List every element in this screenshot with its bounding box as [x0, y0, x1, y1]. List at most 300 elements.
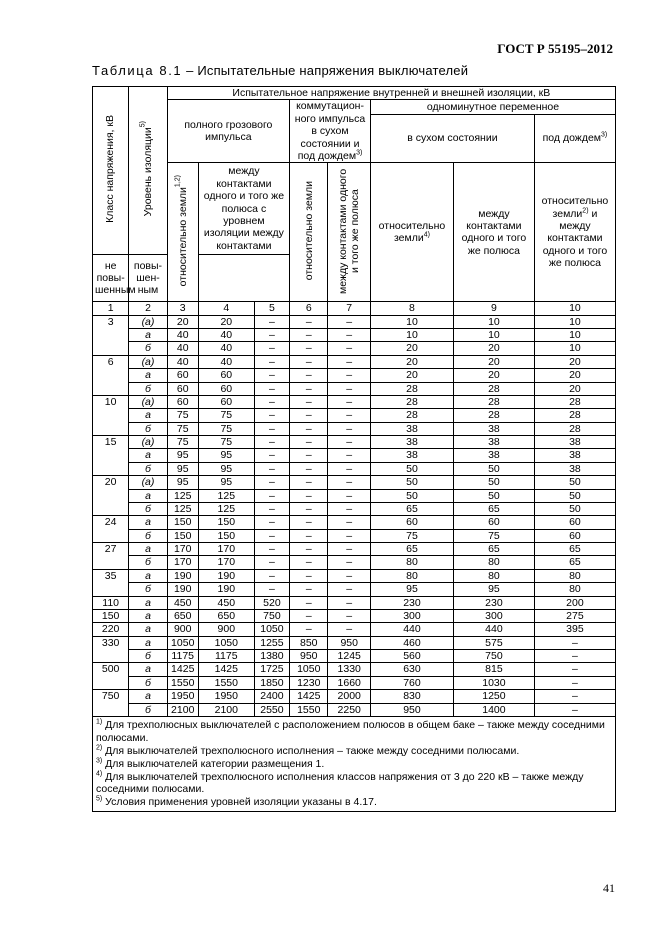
voltage-class-cell: 6 [93, 355, 129, 395]
footnote: $^{4)}$ Для выключателей трехполюсного исполнения классов напряжения от 3 до 220 кВ – также между соседними полюсами. [96, 770, 584, 796]
voltage-value-cell: 40 [198, 342, 254, 355]
voltage-value-cell: 28 [370, 382, 453, 395]
voltage-value-cell: – [290, 556, 328, 569]
column-number: 10 [534, 302, 615, 315]
voltage-value-cell: – [328, 355, 371, 368]
voltage-value-cell: 1950 [198, 690, 254, 703]
header-switching-to-earth: относительно земли [290, 163, 328, 302]
insulation-level-cell: (а) [129, 355, 167, 368]
table-caption-title: – Испытательные напряжения выключателей [186, 63, 469, 78]
voltage-value-cell: – [254, 502, 289, 515]
insulation-level-cell: б [129, 462, 167, 475]
voltage-value-cell: 520 [254, 596, 289, 609]
header-test-voltage-group: Испытательное напряжение внутренней и внешней изоляции, кВ [167, 87, 615, 100]
voltage-value-cell: 50 [453, 489, 534, 502]
insulation-level-cell: б [129, 676, 167, 689]
table-row [93, 583, 616, 596]
header-lightning-impulse: полного грозового импульса [167, 100, 289, 163]
insulation-level-cell: б [129, 342, 167, 355]
table-row [93, 462, 616, 475]
voltage-value-cell: – [534, 663, 615, 676]
voltage-value-cell: 50 [370, 462, 453, 475]
voltage-value-cell: 190 [167, 583, 198, 596]
voltage-value-cell: – [534, 650, 615, 663]
voltage-value-cell: 95 [167, 449, 198, 462]
voltage-value-cell: 60 [167, 369, 198, 382]
voltage-value-cell: 190 [167, 569, 198, 582]
insulation-level-cell: б [129, 703, 167, 716]
voltage-value-cell: 80 [370, 556, 453, 569]
insulation-level-cell: б [129, 556, 167, 569]
voltage-value-cell: 95 [167, 476, 198, 489]
insulation-level-cell: а [129, 623, 167, 636]
voltage-value-cell: 28 [534, 395, 615, 408]
insulation-level-cell: а [129, 409, 167, 422]
voltage-value-cell: 38 [370, 422, 453, 435]
column-number: 6 [290, 302, 328, 315]
voltage-value-cell: 1330 [328, 663, 371, 676]
voltage-value-cell: 60 [453, 516, 534, 529]
voltage-value-cell: – [254, 395, 289, 408]
voltage-value-cell: – [254, 583, 289, 596]
voltage-value-cell: 60 [167, 382, 198, 395]
voltage-value-cell: 230 [453, 596, 534, 609]
table-row [93, 436, 616, 449]
voltage-value-cell: – [328, 422, 371, 435]
voltage-value-cell: 50 [453, 462, 534, 475]
voltage-value-cell: 80 [534, 583, 615, 596]
voltage-value-cell: 80 [453, 556, 534, 569]
voltage-value-cell: – [328, 596, 371, 609]
voltage-value-cell: 1725 [254, 663, 289, 676]
header-under-rain: под дождем$^{3)}$ [534, 115, 615, 163]
insulation-level-cell: а [129, 449, 167, 462]
voltage-value-cell: 65 [534, 543, 615, 556]
voltage-value-cell: 230 [370, 596, 453, 609]
voltage-value-cell: 1175 [167, 650, 198, 663]
voltage-value-cell: – [254, 329, 289, 342]
voltage-value-cell: – [254, 382, 289, 395]
voltage-value-cell: 125 [198, 502, 254, 515]
voltage-value-cell: 50 [534, 502, 615, 515]
table-row [93, 690, 616, 703]
voltage-value-cell: 10 [370, 329, 453, 342]
voltage-value-cell: 950 [328, 636, 371, 649]
voltage-value-cell: 440 [370, 623, 453, 636]
voltage-value-cell: 170 [167, 543, 198, 556]
voltage-value-cell: – [290, 476, 328, 489]
standard-header: ГОСТ Р 55195–2012 [497, 41, 613, 56]
voltage-value-cell: – [254, 342, 289, 355]
voltage-value-cell: 1380 [254, 650, 289, 663]
voltage-value-cell: – [290, 395, 328, 408]
table-row [93, 342, 616, 355]
insulation-level-cell: а [129, 609, 167, 622]
voltage-value-cell: 1425 [167, 663, 198, 676]
voltage-value-cell: 20 [198, 315, 254, 328]
voltage-value-cell: 50 [534, 489, 615, 502]
voltage-value-cell: – [328, 409, 371, 422]
voltage-value-cell: 760 [370, 676, 453, 689]
voltage-value-cell: – [254, 529, 289, 542]
voltage-class-cell: 24 [93, 516, 129, 543]
voltage-value-cell: – [290, 355, 328, 368]
voltage-value-cell: 75 [167, 409, 198, 422]
voltage-value-cell: – [290, 529, 328, 542]
table-row [93, 636, 616, 649]
voltage-value-cell: – [328, 609, 371, 622]
voltage-value-cell: 75 [198, 436, 254, 449]
header-lightning-between-contacts: между контактами одного и того же полюса с уровнем изоляции между контактами [198, 163, 289, 255]
voltage-value-cell: – [254, 409, 289, 422]
voltage-value-cell: – [290, 409, 328, 422]
voltage-value-cell: – [534, 690, 615, 703]
insulation-level-cell: б [129, 529, 167, 542]
table-row [93, 676, 616, 689]
voltage-value-cell: – [254, 476, 289, 489]
insulation-level-cell: б [129, 502, 167, 515]
voltage-value-cell: 38 [453, 436, 534, 449]
voltage-value-cell: 20 [370, 355, 453, 368]
voltage-value-cell: – [254, 569, 289, 582]
voltage-value-cell: 750 [254, 609, 289, 622]
voltage-value-cell: 440 [453, 623, 534, 636]
table-row [93, 422, 616, 435]
voltage-value-cell: 1030 [453, 676, 534, 689]
insulation-level-cell: б [129, 422, 167, 435]
voltage-value-cell: 60 [370, 516, 453, 529]
voltage-class-cell: 20 [93, 476, 129, 516]
voltage-value-cell: 900 [198, 623, 254, 636]
voltage-value-cell: 1660 [328, 676, 371, 689]
voltage-value-cell: – [328, 583, 371, 596]
voltage-value-cell: 28 [370, 395, 453, 408]
voltage-value-cell: – [328, 395, 371, 408]
test-voltage-table [92, 86, 616, 812]
voltage-class-cell: 3 [93, 315, 129, 355]
table-caption [92, 63, 468, 78]
voltage-value-cell: 10 [453, 329, 534, 342]
voltage-value-cell: 150 [198, 529, 254, 542]
voltage-value-cell: 20 [370, 369, 453, 382]
voltage-value-cell: 10 [534, 329, 615, 342]
insulation-level-cell: а [129, 569, 167, 582]
voltage-value-cell: – [290, 543, 328, 556]
table-row [93, 409, 616, 422]
voltage-value-cell: 10 [534, 342, 615, 355]
voltage-value-cell: – [328, 516, 371, 529]
voltage-value-cell: – [254, 449, 289, 462]
table-row [93, 543, 616, 556]
insulation-level-cell: (а) [129, 315, 167, 328]
page-number: 41 [603, 881, 615, 895]
voltage-value-cell: – [290, 422, 328, 435]
voltage-value-cell: – [328, 489, 371, 502]
voltage-value-cell: 60 [534, 516, 615, 529]
voltage-class-cell: 750 [93, 690, 129, 717]
voltage-value-cell: – [290, 315, 328, 328]
voltage-value-cell: 80 [453, 569, 534, 582]
voltage-value-cell: – [290, 449, 328, 462]
voltage-value-cell: 2550 [254, 703, 289, 716]
voltage-value-cell: 38 [370, 449, 453, 462]
voltage-value-cell: 830 [370, 690, 453, 703]
voltage-value-cell: 38 [453, 422, 534, 435]
voltage-value-cell: 80 [534, 569, 615, 582]
voltage-value-cell: 28 [453, 409, 534, 422]
table-row [93, 609, 616, 622]
voltage-value-cell: – [328, 382, 371, 395]
voltage-value-cell: 20 [534, 382, 615, 395]
voltage-value-cell: 40 [167, 342, 198, 355]
insulation-level-cell: а [129, 489, 167, 502]
voltage-value-cell: 95 [453, 583, 534, 596]
column-number: 3 [167, 302, 198, 315]
footnote: $^{1)}$ Для трехполюсных выключателей с расположением полюсов в общем баке – также между соседними полюсами. [96, 718, 605, 744]
voltage-value-cell: 60 [534, 529, 615, 542]
voltage-value-cell: – [290, 342, 328, 355]
header-insulation-not-raised: не повы-шенным [93, 255, 129, 302]
table-row [93, 623, 616, 636]
voltage-value-cell: 10 [370, 315, 453, 328]
insulation-level-cell: а [129, 663, 167, 676]
header-switching-between-contacts: между контактами одного и того же полюса [328, 163, 371, 302]
voltage-value-cell: 40 [167, 329, 198, 342]
voltage-value-cell: 38 [534, 462, 615, 475]
table-row [93, 476, 616, 489]
voltage-value-cell: 50 [370, 476, 453, 489]
voltage-value-cell: 65 [453, 502, 534, 515]
voltage-value-cell: 1425 [290, 690, 328, 703]
voltage-value-cell: 38 [453, 449, 534, 462]
voltage-value-cell: – [254, 543, 289, 556]
insulation-level-cell: а [129, 369, 167, 382]
voltage-value-cell: – [290, 462, 328, 475]
voltage-value-cell: 1550 [290, 703, 328, 716]
voltage-value-cell: 65 [370, 543, 453, 556]
voltage-value-cell: – [328, 556, 371, 569]
voltage-value-cell: 40 [167, 355, 198, 368]
voltage-value-cell: 460 [370, 636, 453, 649]
voltage-value-cell: 75 [453, 529, 534, 542]
column-number: 7 [328, 302, 371, 315]
voltage-value-cell: 75 [198, 409, 254, 422]
voltage-value-cell: 900 [167, 623, 198, 636]
voltage-value-cell: – [328, 315, 371, 328]
voltage-value-cell: – [328, 369, 371, 382]
voltage-value-cell: 20 [453, 355, 534, 368]
voltage-value-cell: 38 [534, 449, 615, 462]
voltage-value-cell: 1400 [453, 703, 534, 716]
voltage-value-cell: 1950 [167, 690, 198, 703]
column-number: 8 [370, 302, 453, 315]
table-footnotes [93, 716, 616, 811]
voltage-value-cell: – [254, 422, 289, 435]
voltage-value-cell: 50 [370, 489, 453, 502]
header-dry-state: в сухом состоянии [370, 115, 534, 163]
voltage-value-cell: 80 [370, 569, 453, 582]
voltage-value-cell: 95 [167, 462, 198, 475]
header-switching-impulse: коммутацион-ного импульса в сухом состоянии и под дождем$^{3)}$ [290, 100, 371, 163]
header-voltage-class [93, 87, 129, 255]
column-number-row [93, 302, 616, 315]
voltage-value-cell: – [290, 436, 328, 449]
voltage-value-cell: – [328, 342, 371, 355]
voltage-value-cell: 170 [198, 556, 254, 569]
voltage-value-cell: 2000 [328, 690, 371, 703]
column-number: 2 [129, 302, 167, 315]
voltage-value-cell: – [534, 636, 615, 649]
voltage-value-cell: 560 [370, 650, 453, 663]
voltage-value-cell: 190 [198, 569, 254, 582]
table-row [93, 369, 616, 382]
column-number: 5 [254, 302, 289, 315]
voltage-value-cell: – [254, 556, 289, 569]
voltage-value-cell: – [254, 355, 289, 368]
header-dry-to-earth: относительно земли$^{4)}$ [370, 163, 453, 302]
voltage-value-cell: 170 [167, 556, 198, 569]
voltage-value-cell: 28 [534, 409, 615, 422]
voltage-value-cell: 395 [534, 623, 615, 636]
insulation-level-cell: а [129, 636, 167, 649]
voltage-class-cell: 27 [93, 543, 129, 570]
voltage-value-cell: – [290, 569, 328, 582]
insulation-level-cell: (а) [129, 395, 167, 408]
voltage-value-cell: 75 [198, 422, 254, 435]
voltage-value-cell: – [328, 449, 371, 462]
voltage-value-cell: 1050 [254, 623, 289, 636]
voltage-value-cell: 1250 [453, 690, 534, 703]
voltage-value-cell: 275 [534, 609, 615, 622]
voltage-value-cell: 50 [534, 476, 615, 489]
header-dry-between-contacts: между контактами одного и того же полюса [453, 163, 534, 302]
voltage-value-cell: 750 [453, 650, 534, 663]
voltage-value-cell: 2100 [198, 703, 254, 716]
footnote: $^{2)}$ Для выключателей трехполюсного исполнения – также между соседними полюсами. [96, 744, 520, 757]
voltage-value-cell: 28 [370, 409, 453, 422]
voltage-value-cell: 450 [198, 596, 254, 609]
voltage-value-cell: – [328, 436, 371, 449]
table-row [93, 355, 616, 368]
voltage-value-cell: 95 [198, 449, 254, 462]
voltage-value-cell: – [328, 476, 371, 489]
voltage-value-cell: 20 [453, 342, 534, 355]
table-row [93, 516, 616, 529]
column-number: 4 [198, 302, 254, 315]
insulation-level-cell: а [129, 690, 167, 703]
voltage-value-cell: 1850 [254, 676, 289, 689]
voltage-value-cell: 10 [534, 315, 615, 328]
voltage-value-cell: – [328, 529, 371, 542]
voltage-value-cell: 950 [370, 703, 453, 716]
voltage-value-cell: 65 [453, 543, 534, 556]
voltage-value-cell: 190 [198, 583, 254, 596]
voltage-value-cell: 200 [534, 596, 615, 609]
table-row [93, 569, 616, 582]
voltage-value-cell: 20 [167, 315, 198, 328]
table-row [93, 449, 616, 462]
voltage-value-cell: 1550 [198, 676, 254, 689]
voltage-value-cell: 50 [453, 476, 534, 489]
voltage-value-cell: 125 [167, 489, 198, 502]
header-lightning-to-earth: относительно земли$^{1,2)}$ [167, 163, 198, 302]
table-row [93, 315, 616, 328]
voltage-value-cell: 28 [534, 422, 615, 435]
voltage-value-cell: 2100 [167, 703, 198, 716]
voltage-value-cell: 20 [370, 342, 453, 355]
insulation-level-cell: б [129, 382, 167, 395]
voltage-value-cell: 1255 [254, 636, 289, 649]
table-row [93, 596, 616, 609]
voltage-value-cell: 150 [198, 516, 254, 529]
voltage-value-cell: – [290, 516, 328, 529]
voltage-value-cell: – [290, 502, 328, 515]
voltage-value-cell: – [534, 703, 615, 716]
voltage-value-cell: 28 [453, 395, 534, 408]
voltage-value-cell: – [328, 329, 371, 342]
header-one-minute-ac: одноминутное переменное [370, 100, 615, 115]
voltage-value-cell: 450 [167, 596, 198, 609]
header-insulation-raised: повы-шен-ным [129, 255, 167, 302]
insulation-level-cell: а [129, 329, 167, 342]
voltage-value-cell: 1230 [290, 676, 328, 689]
voltage-value-cell: 300 [370, 609, 453, 622]
table-row [93, 529, 616, 542]
voltage-value-cell: – [534, 676, 615, 689]
voltage-value-cell: 95 [198, 476, 254, 489]
table-row [93, 489, 616, 502]
insulation-level-cell: (а) [129, 436, 167, 449]
voltage-class-cell: 10 [93, 395, 129, 435]
voltage-value-cell: 75 [167, 436, 198, 449]
voltage-value-cell: 60 [198, 395, 254, 408]
voltage-value-cell: 1050 [290, 663, 328, 676]
voltage-class-cell: 15 [93, 436, 129, 476]
table-row [93, 663, 616, 676]
voltage-value-cell: 60 [167, 395, 198, 408]
voltage-value-cell: 150 [167, 529, 198, 542]
voltage-value-cell: 75 [167, 422, 198, 435]
voltage-value-cell: – [254, 369, 289, 382]
voltage-value-cell: 20 [534, 355, 615, 368]
voltage-value-cell: – [328, 543, 371, 556]
header-voltage-class-text: Класс напряжения, кВ [104, 114, 117, 223]
voltage-value-cell: 2250 [328, 703, 371, 716]
voltage-value-cell: 630 [370, 663, 453, 676]
footnote: $^{5)}$ Условия применения уровней изоляции указаны в 4.17. [96, 795, 377, 809]
voltage-value-cell: 65 [370, 502, 453, 515]
insulation-level-cell: (а) [129, 476, 167, 489]
voltage-class-cell: 220 [93, 623, 129, 636]
voltage-value-cell: 1050 [167, 636, 198, 649]
voltage-value-cell: – [290, 329, 328, 342]
voltage-value-cell: 850 [290, 636, 328, 649]
voltage-value-cell: 1550 [167, 676, 198, 689]
table-row [93, 382, 616, 395]
voltage-value-cell: 125 [198, 489, 254, 502]
voltage-value-cell: 150 [167, 516, 198, 529]
voltage-value-cell: – [290, 382, 328, 395]
voltage-value-cell: 65 [534, 556, 615, 569]
voltage-value-cell: 1175 [198, 650, 254, 663]
voltage-value-cell: 10 [453, 315, 534, 328]
voltage-value-cell: 20 [453, 369, 534, 382]
voltage-value-cell: 575 [453, 636, 534, 649]
voltage-value-cell: 2400 [254, 690, 289, 703]
voltage-value-cell: 60 [198, 369, 254, 382]
voltage-value-cell: 95 [370, 583, 453, 596]
voltage-value-cell: – [254, 436, 289, 449]
